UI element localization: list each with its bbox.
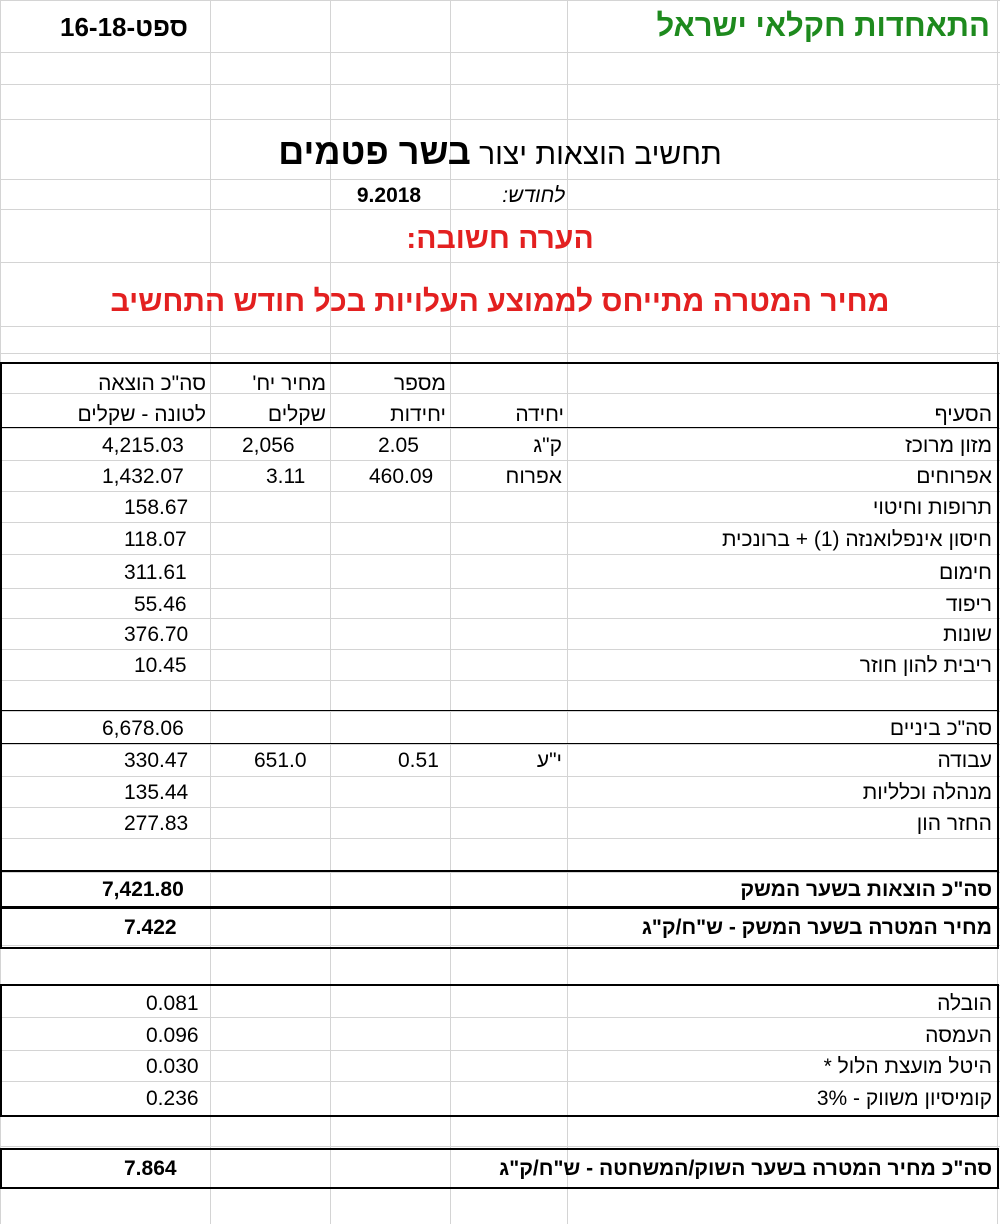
extra-item: קומיסיון משווק - 3%	[816, 1087, 992, 1110]
row-total: 277.83	[124, 812, 189, 835]
farm-total-label: סה"כ הוצאות בשער המשק	[740, 878, 992, 901]
col-header-total-1: סה"כ הוצאה	[98, 372, 206, 395]
col-header-qty-2: יחידות	[390, 403, 446, 426]
row-unit: אפרוח	[505, 465, 562, 488]
col-header-price-1: מחיר יח'	[252, 372, 326, 395]
extra-total: 0.236	[146, 1087, 199, 1110]
row-total: 55.46	[134, 593, 187, 616]
extra-item: היטל מועצת הלול *	[823, 1055, 992, 1078]
extra-total: 0.096	[146, 1024, 199, 1047]
row-item: תרופות וחיטוי	[872, 496, 992, 519]
row-item: חימום	[939, 561, 992, 584]
month-value: 9.2018	[356, 184, 422, 207]
page-title	[0, 131, 1000, 172]
note-text: מחיר המטרה מתייחס לממוצע העלויות בכל חודש התחשיב	[110, 285, 890, 318]
row-total: 311.61	[124, 561, 187, 584]
row-total: 158.67	[124, 496, 189, 519]
row-item: שונות	[943, 623, 992, 646]
row-unit: י"ע	[536, 749, 562, 772]
row-item: אפרוחים	[916, 465, 992, 488]
row-price: 2,056	[242, 434, 295, 457]
row-total: 4,215.03	[102, 434, 184, 457]
row-total: 330.47	[124, 749, 189, 772]
report-date: 16-ספט-18	[60, 12, 188, 42]
farm-price-label: מחיר המטרה בשער המשק - ש"ח/ק"ג	[641, 916, 992, 939]
row-total: 135.44	[124, 781, 189, 804]
col-header-price-2: שקלים	[267, 403, 326, 426]
col-header-qty-1: מספר	[393, 372, 446, 395]
row-price: 3.11	[266, 465, 306, 488]
extra-total: 0.081	[146, 992, 199, 1015]
col-header-unit: יחידה	[515, 403, 564, 426]
row-total: 1,432.07	[102, 465, 184, 488]
org-name: התאחדות חקלאי ישראל	[656, 8, 990, 43]
row-unit: ק"ג	[533, 434, 562, 457]
month-label: לחודש:	[502, 184, 565, 207]
title-bold: בשר פטמים	[278, 131, 471, 172]
title-prefix: תחשיב הוצאות יצור	[479, 138, 722, 171]
subtotal-total: 6,678.06	[102, 717, 184, 740]
row-total: 376.70	[124, 623, 189, 646]
col-header-total-2: לטונה - שקלים	[77, 403, 206, 426]
market-price-label: סה"כ מחיר המטרה בשער השוק/המשחטה - ש"ח/ק"ג	[499, 1157, 992, 1180]
row-item: חיסון אינפלואנזה (1) + ברונכית	[721, 528, 992, 551]
row-total: 10.45	[134, 654, 187, 677]
subtotal-label: סה"כ ביניים	[889, 717, 992, 740]
extra-total: 0.030	[146, 1055, 199, 1078]
market-price-value: 7.864	[124, 1157, 177, 1180]
row-qty: 2.05	[378, 434, 419, 457]
row-item: ריפוד	[945, 593, 992, 616]
farm-price-value: 7.422	[124, 916, 177, 939]
extra-item: העמסה	[925, 1024, 992, 1047]
col-header-item: הסעיף	[934, 403, 992, 426]
row-total: 118.07	[124, 528, 187, 551]
row-item: ריבית להון חוזר	[859, 654, 992, 677]
row-item: מנהלה וכלליות	[862, 781, 992, 804]
extra-item: הובלה	[937, 992, 992, 1015]
row-item: החזר הון	[916, 812, 992, 835]
row-price: 651.0	[254, 749, 307, 772]
row-item: מזון מרוכז	[905, 434, 992, 457]
note-title: הערה חשובה:	[406, 222, 594, 255]
farm-total-value: 7,421.80	[102, 878, 184, 901]
row-qty: 460.09	[369, 465, 434, 488]
row-qty: 0.51	[398, 749, 439, 772]
row-item: עבודה	[937, 749, 992, 772]
